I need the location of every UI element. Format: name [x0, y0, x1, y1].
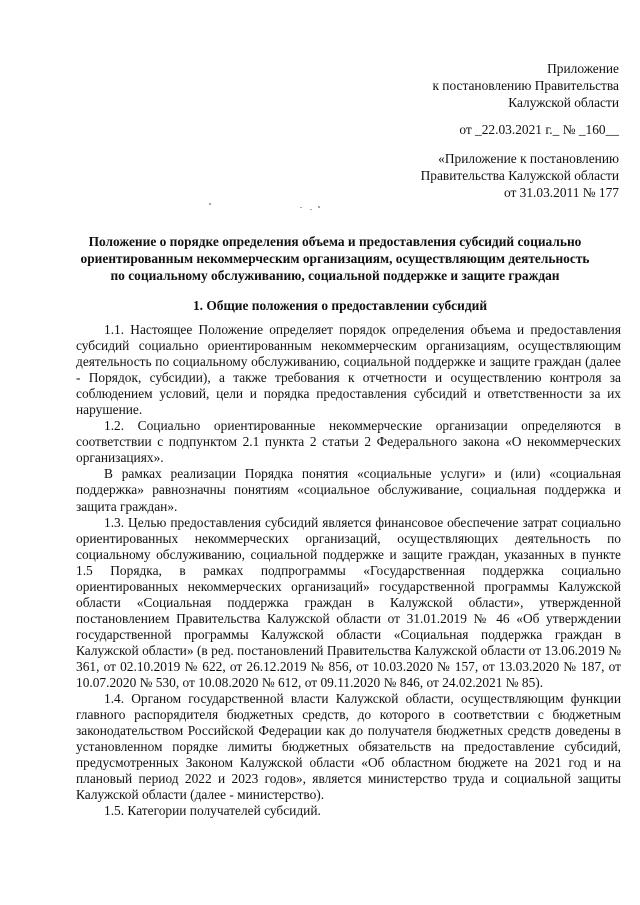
paragraph-1-2: 1.2. Социально ориентированные некоммерческие организации определяются в соответствии с подпунктом 2.1 пункта 2 статьи 2 Федерального закона «О некоммерческих организациях».: [76, 418, 621, 466]
paragraph-1-1: 1.1. Настоящее Положение определяет порядок определения объема и предоставления субсидий социально ориентированным некоммерческим организациям, осуществляющим деятельность по социальному обслуживанию, социальной поддержке и защите граждан (далее - Порядок, субсидии), а также требования к отчетности и осуществлению контроля за соблюдением условий, цели и порядка предоставления субсидий и ответственности за их нарушение.: [76, 322, 621, 418]
document-body: [76, 322, 621, 819]
prior-appendix-date: от 31.03.2011 № 177: [503, 185, 619, 200]
resolution-date-line: от _22.03.2021 г._ № _160__: [459, 122, 619, 137]
document-title-line: ориентированным некоммерческим организациям, осуществляющим деятельность: [80, 251, 590, 266]
prior-appendix-government: Правительства Калужской области: [420, 168, 619, 183]
appendix-label: Приложение: [547, 61, 619, 76]
document-title: [60, 233, 610, 284]
paragraph-1-3: 1.3. Целью предоставления субсидий является финансовое обеспечение затрат социально ориентированных некоммерческих организаций, осуществляющих деятельность по социальному обслуживанию, социальной поддержке и защите граждан, указанных в пункте 1.5 Порядка, в рамках подпрограммы «Государственная поддержка социально ориентированных некоммерческих организаций» государственной программы Калужской области «Социальная поддержка граждан в Калужской области», утвержденной постановлением Правительства Калужской области от 31.01.2019 № 46 «Об утверждении государственной программы Калужской области «Социальная поддержка граждан в Калужской области» (в ред. постановлений Правительства Калужской области от 13.06.2019 № 361, от 02.10.2019 № 622, от 26.12.2019 № 856, от 10.03.2020 № 157, от 13.03.2020 № 187, от 10.07.2020 № 530, от 10.08.2020 № 612, от 09.11.2020 № 846, от 24.02.2021 № 85).: [76, 514, 621, 691]
document-title-line: по социальному обслуживанию, социальной поддержке и защите граждан: [110, 268, 560, 283]
prior-appendix-label: «Приложение к постановлению: [438, 151, 619, 166]
paragraph-1-2-note: В рамках реализации Порядка понятия «социальные услуги» и (или) «социальная поддержка» равнозначны понятиям «социальное обслуживание, социальная поддержка и защита граждан».: [76, 466, 621, 514]
scan-speck: [209, 203, 211, 205]
appendix-header: [432, 60, 619, 111]
paragraph-1-5: 1.5. Категории получателей субсидий.: [104, 803, 321, 819]
section-heading: 1. Общие положения о предоставлении субсидий: [192, 298, 488, 313]
resolution-date-number: [459, 121, 619, 138]
paragraph-1-4: 1.4. Органом государственной власти Калужской области, осуществляющим функции главного распорядителя бюджетных средств, до которого в соответствии с бюджетным законодательством Российской Федерации как до получателя бюджетных средств доведены в установленном порядке лимиты бюджетных обязательств на предоставление субсидий, предусмотренных Законом Калужской области «Об областном бюджете на 2021 год и на плановый период 2022 и 2023 годов», является министерство труда и социальной защиты Калужской области (далее - министерство).: [76, 691, 621, 803]
appendix-resolution-ref: к постановлению Правительства: [432, 78, 619, 93]
document-title-line: Положение о порядке определения объема и предоставления субсидий социально: [88, 234, 582, 249]
prior-appendix-header: [421, 150, 619, 201]
scan-speck: [310, 209, 312, 210]
appendix-region: Калужской области: [508, 95, 619, 110]
scan-speck: [318, 206, 320, 208]
scan-speck: [300, 207, 302, 208]
